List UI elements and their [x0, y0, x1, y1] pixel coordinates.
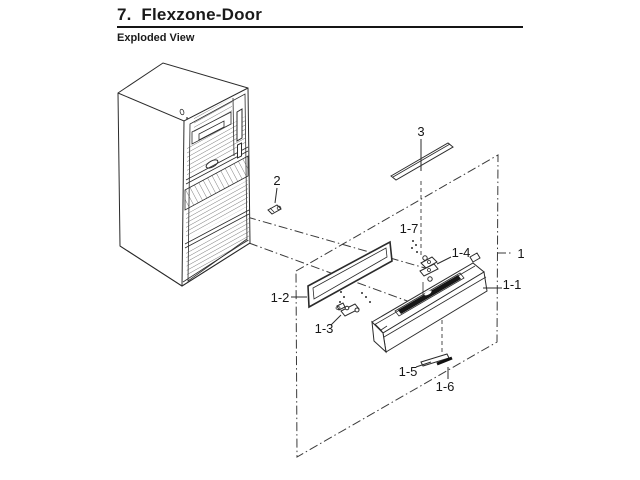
boundary-frame: [296, 155, 498, 457]
dotted-axis-1-3: [339, 291, 371, 303]
callout-label-1-4: 1-4: [451, 245, 471, 260]
fridge-cabinet: [118, 63, 250, 286]
callout-label-2: 2: [273, 173, 281, 188]
callout-label-1: 1: [517, 246, 525, 261]
diagram-subtitle: Exploded View: [117, 32, 195, 44]
callout-label-1-3: 1-3: [314, 321, 334, 336]
leader-1-4: [437, 257, 451, 264]
door-right-lip: [470, 253, 480, 262]
dotted-axis-1-7: [411, 240, 418, 253]
callout-label-1-1: 1-1: [502, 277, 522, 292]
callout-label-1-7: 1-7: [399, 221, 419, 236]
part-2-bracket: [268, 205, 281, 214]
leader-2: [275, 188, 277, 203]
callout-label-1-2: 1-2: [270, 290, 290, 305]
callout-label-3: 3: [417, 124, 425, 139]
callout-label-1-5: 1-5: [398, 364, 418, 379]
callout-labels: [271, 124, 525, 394]
part-1-3-hinge: [336, 303, 359, 316]
air-vent-slot: [237, 109, 242, 141]
part-3-trim-strip: [391, 143, 453, 180]
part-1-4-hinge: [420, 256, 438, 281]
page-title: 7. Flexzone-Door: [117, 5, 263, 24]
callout-label-1-6: 1-6: [435, 379, 455, 394]
air-vent-slot-2: [238, 143, 242, 158]
part-1-2-gasket: [308, 242, 392, 307]
